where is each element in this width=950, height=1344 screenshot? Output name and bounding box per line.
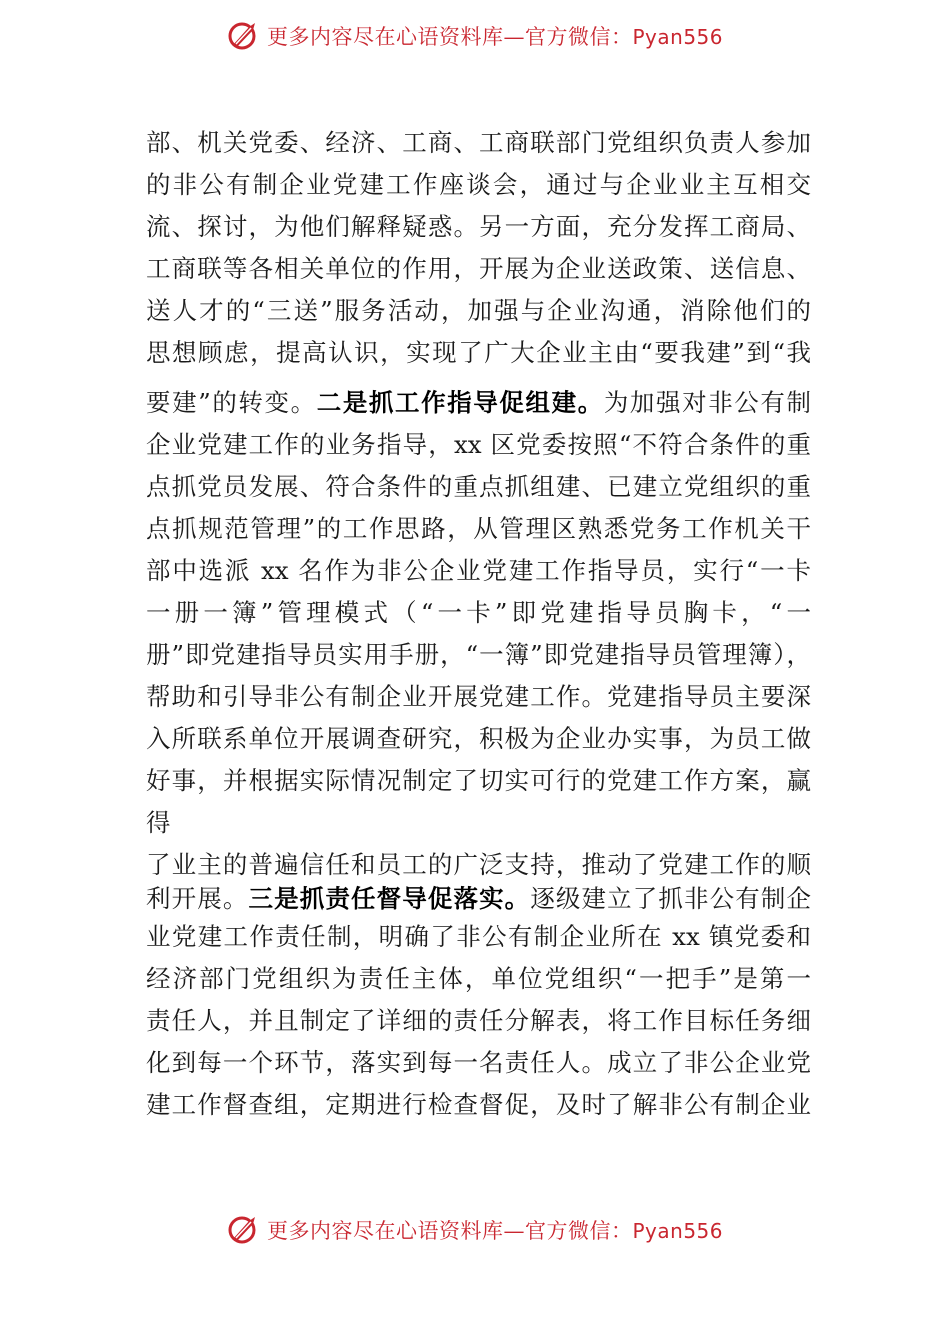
text-segment: 为加强对非公有制 [603,388,812,417]
document-body [146,122,811,1126]
text-line: 企业党建工作的业务指导，xx 区党委按照“不符合条件的重 [146,430,811,459]
text-line: 册”即党建指导员实用手册，“一簿”即党建指导员管理簿）， [146,640,811,669]
text-line-with-heading [146,382,811,424]
banner-account: Pyan556 [632,25,723,49]
text-line: 流、探讨，为他们解释疑惑。另一方面，充分发挥工商局、 [146,212,811,241]
text-line: 部中选派 xx 名作为非公企业党建工作指导员，实行“一卡 [146,556,811,585]
text-line: 一册一簿”管理模式（“一卡”即党建指导员胸卡，“一 [146,598,811,627]
text-line: 工商联等各相关单位的作用，开展为企业送政策、送信息、 [146,254,811,283]
text-line: 经济部门党组织为责任主体，单位党组织“一把手”是第一 [146,964,811,993]
text-line: 建工作督查组，定期进行检查督促，及时了解非公有制企业 [146,1090,811,1119]
text-line: 业党建工作责任制，明确了非公有制企业所在 xx 镇党委和 [146,922,811,951]
text-line: 点抓规范管理”的工作思路，从管理区熟悉党务工作机关干 [146,514,811,543]
text-line: 好事，并根据实际情况制定了切实可行的党建工作方案，赢 [146,766,811,795]
footer-banner [0,1210,950,1250]
pen-logo-icon [227,19,261,53]
text-line: 责任人，并且制定了详细的责任分解表，将工作目标任务细 [146,1006,811,1035]
text-segment: 逐级建立了抓非公有制企 [530,884,812,913]
banner-separator: — [503,1219,525,1243]
text-line: 入所联系单位开展调查研究，积极为企业办实事，为员工做 [146,724,811,753]
text-line: 送人才的“三送”服务活动，加强与企业沟通，消除他们的 [146,296,811,325]
text-line: 的非公有制企业党建工作座谈会，通过与企业业主互相交 [146,170,811,199]
banner-account: Pyan556 [632,1219,723,1243]
text-segment: 利开展。 [146,884,249,913]
section-heading-3: 三是抓责任督导促落实。 [248,884,531,913]
banner-separator: — [503,25,525,49]
text-segment: 要建”的转变。 [146,388,317,417]
banner-text [267,1215,723,1245]
text-line: 部、机关党委、经济、工商、工商联部门党组织负责人参加 [146,128,811,157]
pen-logo-icon [227,1213,261,1247]
text-line: 化到每一个环节，落实到每一名责任人。成立了非公企业党 [146,1048,811,1077]
banner-main: 更多内容尽在心语资料库 [266,25,504,49]
text-line-with-heading [146,882,811,916]
banner-main: 更多内容尽在心语资料库 [266,1219,504,1243]
banner-wechat: 官方微信： [524,1219,633,1243]
text-line: 点抓党员发展、符合条件的重点抓组建、已建立党组织的重 [146,472,811,501]
banner-wechat: 官方微信： [524,25,633,49]
section-heading-2: 二是抓工作指导促组建。 [316,388,604,417]
text-line: 思想顾虑，提高认识，实现了广大企业主由“要我建”到“我 [146,338,811,367]
text-line: 了业主的普遍信任和员工的广泛支持，推动了党建工作的顺 [146,850,811,879]
banner-text [267,21,723,51]
header-banner [0,16,950,56]
text-line: 帮助和引导非公有制企业开展党建工作。党建指导员主要深 [146,682,811,711]
text-line: 得 [146,808,171,837]
